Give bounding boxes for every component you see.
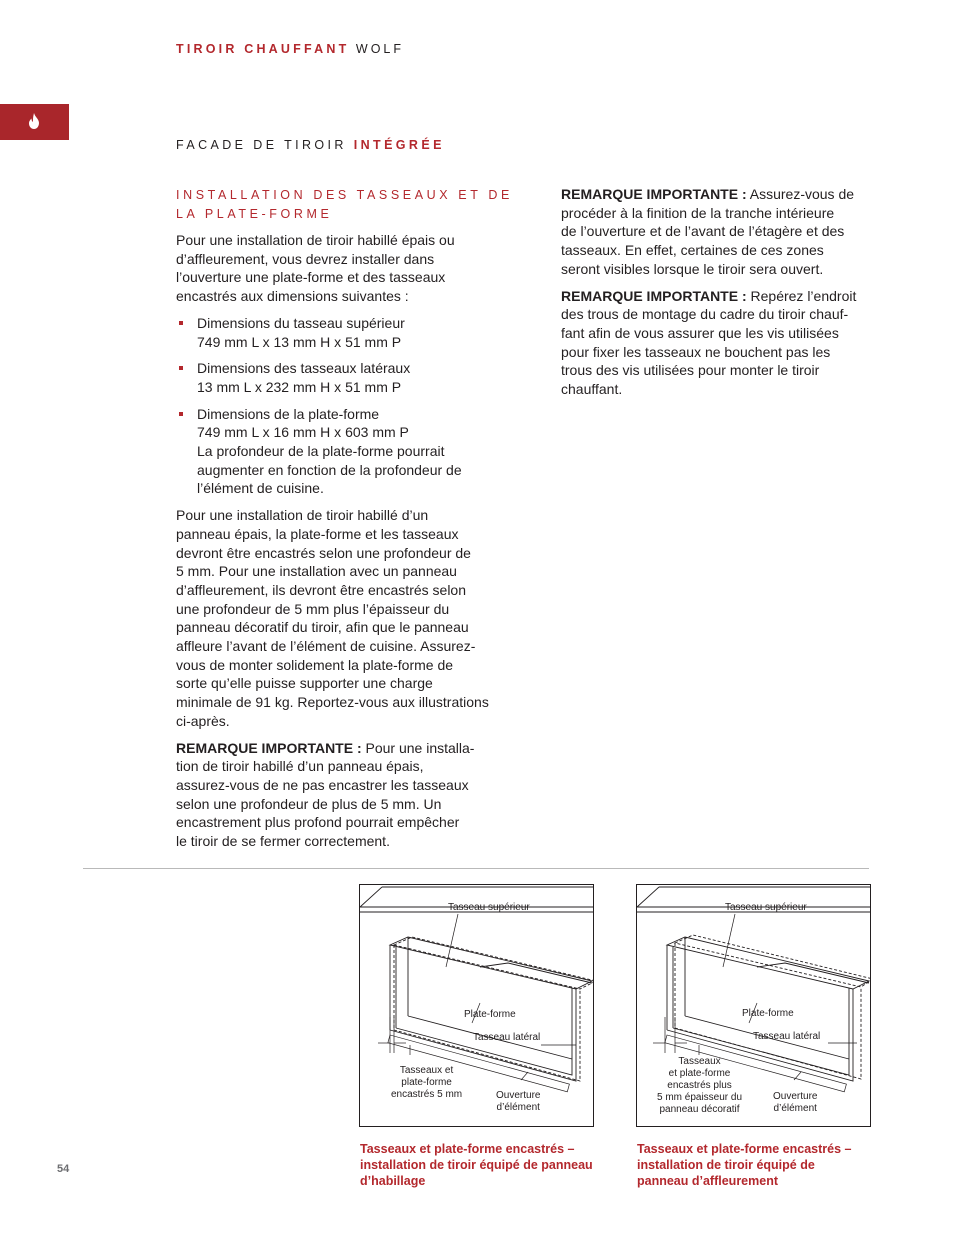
- text-line: Pour une installa-: [361, 739, 475, 756]
- text-line: d’élément: [496, 1102, 540, 1113]
- text-line: Assurez-vous de: [746, 186, 855, 202]
- flame-icon: [28, 113, 40, 129]
- text-line: Dimensions du tasseau supérieur: [197, 314, 405, 331]
- text-line: panneau d’affleurement: [637, 1174, 778, 1188]
- left-column: [176, 231, 521, 859]
- intro-paragraph: [176, 231, 521, 306]
- divider: [83, 868, 869, 869]
- section-tab: [0, 104, 69, 140]
- label-opening: [496, 1090, 540, 1114]
- text-line: encastrés 5 mm: [391, 1089, 463, 1100]
- subheading-line: LA PLATE-FORME: [176, 207, 333, 221]
- text-line: d’habillage: [360, 1174, 426, 1188]
- text-line: plate-forme: [401, 1077, 452, 1088]
- list-item: [176, 314, 521, 351]
- subheading: [176, 186, 516, 224]
- text-line: encastrés aux dimensions suivantes :: [176, 288, 409, 305]
- dimensions-list: [176, 314, 521, 498]
- text-line: une profondeur de 5 mm plus l’épaisseur du: [176, 600, 450, 617]
- label-side-cleat: Tasseau latéral: [753, 1031, 821, 1042]
- text-line: installation de tiroir équipé de: [637, 1158, 815, 1172]
- header-product: TIROIR CHAUFFANT: [176, 42, 350, 56]
- section-title: [176, 138, 445, 152]
- label-opening: [773, 1091, 817, 1115]
- note-label: REMARQUE IMPORTANTE :: [561, 287, 747, 304]
- section-title-prefix: FACADE DE TIROIR: [176, 138, 347, 152]
- text-line: de l’ouverture et de l’avant de l’étagère et des: [561, 223, 845, 240]
- label-top-cleat: Tasseau supérieur: [725, 902, 807, 913]
- text-line: installation de tiroir équipé de panneau: [360, 1158, 593, 1172]
- text-line: le tiroir de se fermer correctement.: [176, 833, 390, 850]
- list-item: [176, 405, 521, 499]
- text-line: sorte qu’elle puisse supporter une charge: [176, 675, 433, 692]
- text-line: 749 mm L x 13 mm H x 51 mm P: [197, 333, 402, 350]
- running-header: [176, 42, 404, 56]
- page-number: 54: [57, 1163, 70, 1175]
- subheading-line: INSTALLATION DES TASSEAUX ET DE: [176, 188, 513, 202]
- text-line: Pour une installation de tiroir habillé épais ou: [176, 232, 455, 248]
- label-side-cleat: Tasseau latéral: [473, 1032, 541, 1043]
- text-line: ci-après.: [176, 712, 230, 729]
- list-item: [176, 359, 521, 396]
- recess-paragraph: [176, 506, 521, 730]
- text-line: l’ouverture une plate-forme et des tasseaux: [176, 269, 446, 286]
- note-label: REMARQUE IMPORTANTE :: [176, 739, 362, 756]
- text-line: panneau décoratif: [659, 1104, 740, 1115]
- text-line: assurez-vous de ne pas encastrer les tasseaux: [176, 776, 469, 793]
- text-line: 749 mm L x 16 mm H x 603 mm P: [197, 424, 409, 441]
- text-line: minimale de 91 kg. Reportez-vous aux illustrations: [176, 694, 489, 711]
- right-column: [561, 185, 881, 407]
- text-line: pour fixer les tasseaux ne bouchent pas les: [561, 343, 831, 360]
- text-line: Dimensions de la plate-forme: [197, 405, 380, 422]
- figure-flush-panel: [636, 884, 871, 1127]
- text-line: trous des vis utilisées pour monter le tiroir: [561, 362, 820, 379]
- section-title-bold: INTÉGRÉE: [353, 138, 445, 152]
- text-line: Pour une installation de tiroir habillé d’un: [176, 507, 429, 524]
- text-line: procéder à la finition de la tranche intérieure: [561, 204, 835, 221]
- text-line: tasseaux. En effet, certaines de ces zones: [561, 242, 824, 259]
- text-line: encastrés plus: [667, 1080, 732, 1091]
- important-note: [561, 185, 881, 279]
- label-top-cleat: Tasseau supérieur: [448, 902, 530, 913]
- text-line: 13 mm L x 232 mm H x 51 mm P: [197, 378, 402, 395]
- label-platform: Plate-forme: [742, 1008, 794, 1019]
- text-line: encastrement plus profond pourrait empêcher: [176, 814, 460, 831]
- text-line: d’affleurement, ils devront être encastrés selon: [176, 581, 467, 598]
- text-line: d’affleurement, vous devrez installer dans: [176, 250, 435, 267]
- label-recess: [657, 1056, 742, 1116]
- figure-recessed-panel: [359, 884, 594, 1127]
- text-line: panneau décoratif du tiroir, afin que le panneau: [176, 619, 469, 636]
- text-line: Tasseaux: [678, 1056, 721, 1067]
- text-line: fant afin de vous assurer que les vis utilisées: [561, 324, 839, 341]
- text-line: Repérez l’endroit: [746, 287, 857, 304]
- text-line: l’élément de cuisine.: [197, 480, 324, 497]
- text-line: affleure l’avant de l’élément de cuisine. Assurez-: [176, 638, 476, 655]
- text-line: vous de monter solidement la plate-forme de: [176, 656, 454, 673]
- text-line: 5 mm. Pour une installation avec un panneau: [176, 563, 457, 580]
- text-line: Tasseaux et: [399, 1065, 454, 1076]
- figure-caption: [637, 1141, 899, 1189]
- text-line: panneau épais, la plate-forme et les tasseaux: [176, 525, 459, 542]
- text-line: Ouverture: [496, 1090, 541, 1101]
- text-line: selon une profondeur de plus de 5 mm. Un: [176, 795, 442, 812]
- note-label: REMARQUE IMPORTANTE :: [561, 186, 747, 202]
- text-line: Tasseaux et plate-forme encastrés –: [360, 1142, 575, 1156]
- text-line: des trous de montage du cadre du tiroir chauf-: [561, 306, 849, 323]
- text-line: d’élément: [773, 1103, 817, 1114]
- text-line: Tasseaux et plate-forme encastrés –: [637, 1142, 852, 1156]
- text-line: Dimensions des tasseaux latéraux: [197, 360, 411, 377]
- figure-caption: [360, 1141, 622, 1189]
- text-line: tion de tiroir habillé d’un panneau épais,: [176, 758, 424, 775]
- text-line: La profondeur de la plate-forme pourrait: [197, 443, 445, 460]
- text-line: devront être encastrés selon une profondeur de: [176, 544, 471, 561]
- important-note: [561, 287, 881, 399]
- header-brand: WOLF: [355, 42, 405, 56]
- important-note: [176, 739, 521, 851]
- text-line: Ouverture: [773, 1091, 818, 1102]
- text-line: augmenter en fonction de la profondeur de: [197, 461, 462, 478]
- text-line: 5 mm épaisseur du: [657, 1092, 743, 1103]
- text-line: seront visibles lorsque le tiroir sera ouvert.: [561, 260, 824, 277]
- label-recess: [391, 1065, 462, 1101]
- text-line: chauffant.: [561, 381, 623, 398]
- text-line: et plate-forme: [668, 1068, 731, 1079]
- label-platform: Plate-forme: [464, 1009, 516, 1020]
